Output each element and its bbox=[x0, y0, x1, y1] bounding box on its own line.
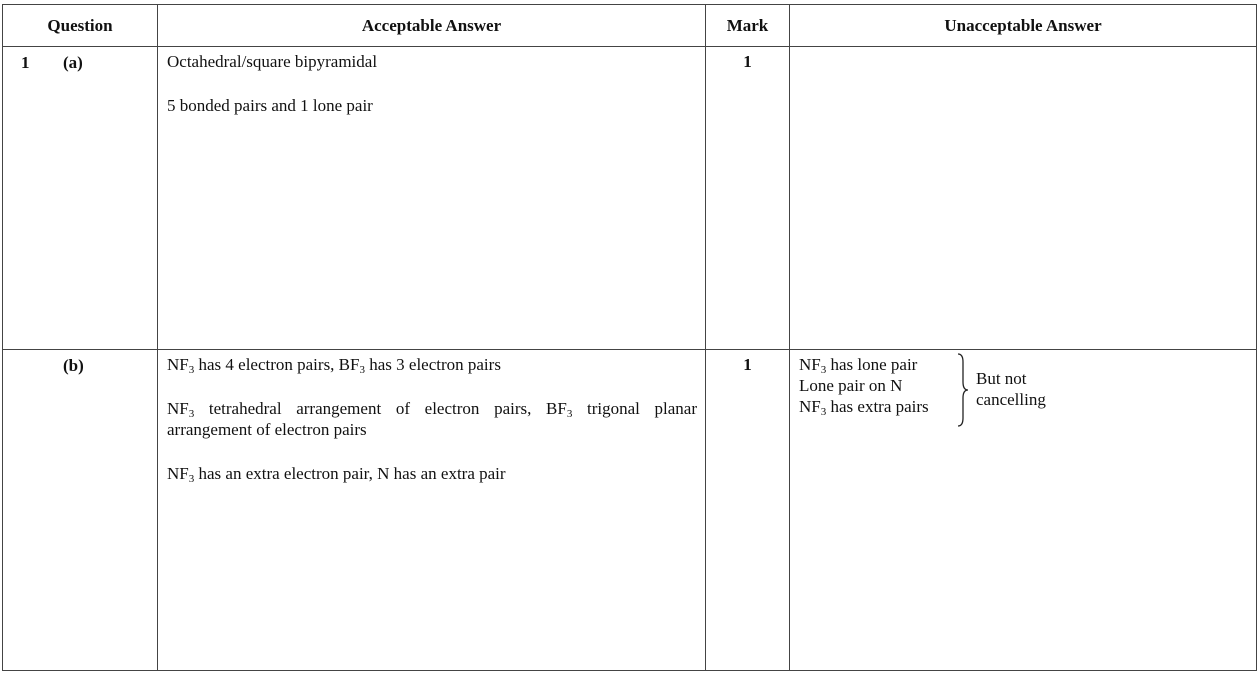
acceptable-answer-line: $NF_3$ tetrahedral arrangement of electron pairs, $BF_3$ trigonal planar arrangement of electron pairs bbox=[167, 399, 697, 439]
curly-brace-icon bbox=[956, 350, 970, 430]
unacceptable-answer-cell bbox=[790, 47, 1257, 350]
acceptable-answer-line: $NF_3$ has 4 electron pairs, $BF_3$ has 3 electron pairs bbox=[167, 355, 501, 376]
mark-cell: 1 bbox=[706, 47, 790, 350]
question-number: 1 bbox=[21, 53, 30, 72]
acceptable-answer-cell bbox=[158, 47, 706, 350]
question-cell bbox=[3, 47, 158, 350]
unacceptable-answer-item: $NF_3$ has extra pairs bbox=[799, 397, 929, 418]
header-acceptable-answer: Acceptable Answer bbox=[158, 5, 706, 47]
question-cell bbox=[3, 350, 158, 671]
header-mark: Mark bbox=[706, 5, 790, 47]
acceptable-answer-line: Octahedral/square bipyramidal bbox=[167, 52, 378, 71]
mark-scheme-table bbox=[2, 4, 1257, 671]
acceptable-answer-line: $NF_3$ has an extra electron pair, N has an extra pair bbox=[167, 464, 506, 485]
question-part: (b) bbox=[63, 356, 84, 375]
unacceptable-answer-item: Lone pair on N bbox=[799, 376, 903, 395]
unacceptable-answer-cell bbox=[790, 350, 1257, 671]
acceptable-answer-line: 5 bonded pairs and 1 lone pair bbox=[167, 96, 373, 115]
question-part: (a) bbox=[63, 53, 83, 72]
mark-cell: 1 bbox=[706, 350, 790, 671]
header-question: Question bbox=[3, 5, 158, 47]
unacceptable-answer-item: $NF_3$ has lone pair bbox=[799, 355, 918, 376]
table-row bbox=[3, 47, 1257, 350]
header-row bbox=[3, 5, 1257, 47]
brace-note: But not cancelling bbox=[976, 369, 1046, 409]
header-unacceptable-answer: Unacceptable Answer bbox=[790, 5, 1257, 47]
table-row bbox=[3, 350, 1257, 671]
acceptable-answer-cell bbox=[158, 350, 706, 671]
